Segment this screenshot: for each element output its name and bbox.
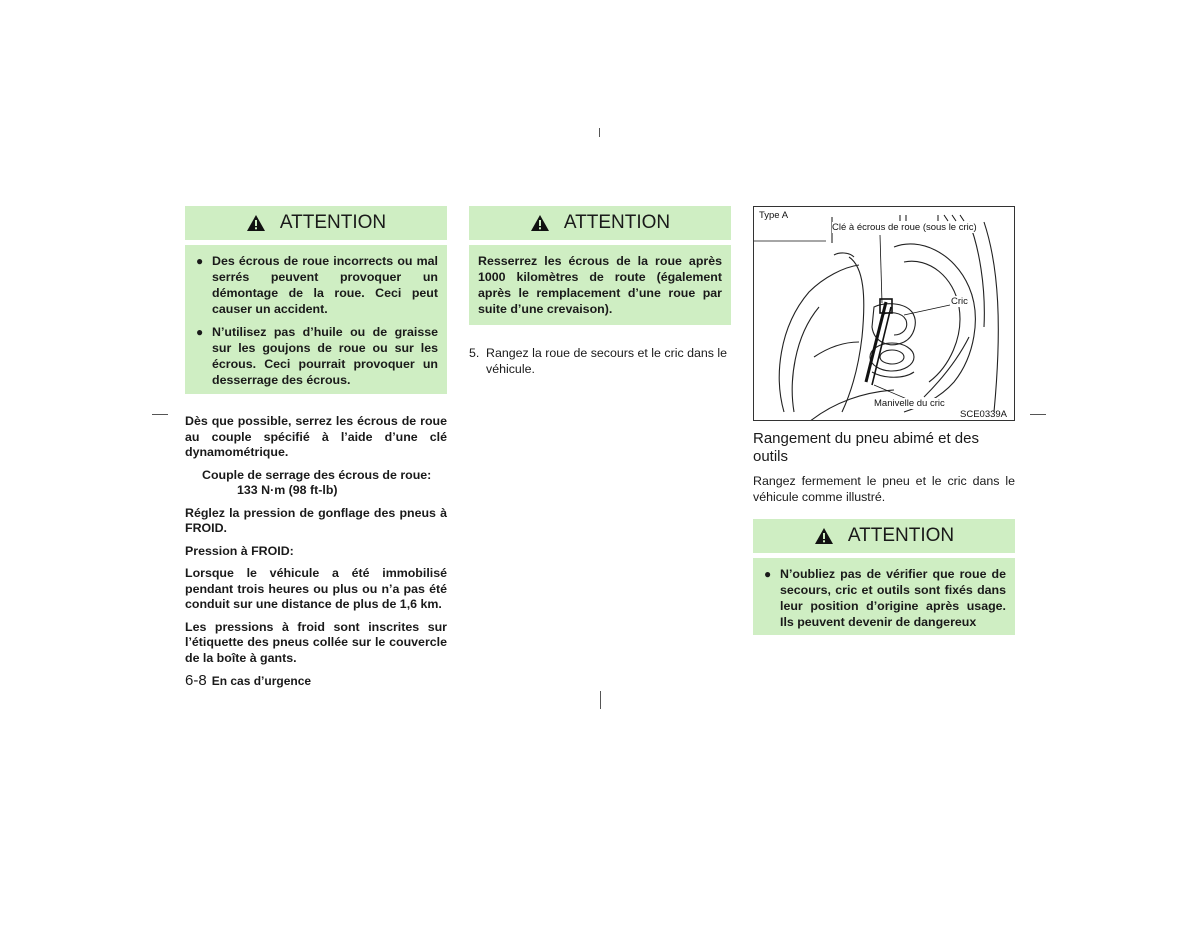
attention-header	[185, 206, 447, 240]
right-column	[753, 430, 1015, 635]
bullet-icon: ●	[196, 254, 204, 268]
attention-body	[185, 245, 447, 394]
paragraph-label-location: Les pressions à froid sont inscrites sur l’étiquette des pneus collée sur le couvercle de la boîte à gants.	[185, 619, 447, 665]
page-footer	[185, 672, 447, 689]
torque-value: 133 N·m (98 ft-lb)	[237, 483, 338, 497]
section-name: En cas d’urgence	[211, 674, 312, 688]
section-body: Rangez fermement le pneu et le cric dans le véhicule comme illustré.	[753, 474, 1015, 504]
section-heading: Rangement du pneu abimé et des outils	[753, 430, 979, 465]
attention-bullet-text: N’utilisez pas d’huile ou de graisse sur les goujons de roue ou sur les écrous. Ceci pourrait provoquer un desserrage des écrous.	[212, 325, 438, 387]
jack-storage-illustration	[754, 207, 1014, 420]
warning-icon	[246, 214, 266, 232]
attention-title: ATTENTION	[279, 212, 387, 233]
warning-icon	[530, 214, 550, 232]
figure-type-label: Type A	[759, 210, 789, 221]
jack-storage-figure	[753, 206, 1015, 421]
attention-bullet	[762, 566, 1006, 630]
figure-label-jack: Cric	[951, 296, 968, 307]
paragraph-immobilized: Lorsque le véhicule a été immobilisé pendant trois heures ou plus ou n’a pas été conduit sur une distance de plus de 1,6 km.	[185, 566, 447, 611]
crop-mark-left	[152, 414, 168, 415]
attention-bullet	[194, 324, 438, 388]
bullet-icon: ●	[764, 567, 772, 581]
middle-column	[469, 206, 731, 377]
attention-body	[753, 558, 1015, 635]
attention-header	[469, 206, 731, 240]
warning-icon	[814, 527, 834, 545]
paragraph-cold-pressure: Pression à FROID:	[185, 543, 294, 558]
bullet-icon: ●	[196, 325, 204, 339]
attention-bullet-text: Des écrous de roue incorrects ou mal serrés peuvent provoquer un démontage de la roue. Ceci peut causer un accident.	[212, 254, 438, 316]
paragraph-pressure: Réglez la pression de gonflage des pneus à FROID.	[185, 505, 447, 535]
attention-header	[753, 519, 1015, 553]
figure-code: SCE0339A	[960, 409, 1008, 420]
attention-bullet-text: N’oubliez pas de vérifier que roue de secours, cric et outils sont fixés dans leur position d’origine après usage. Ils peuvent devenir de dangereux	[780, 567, 1006, 629]
attention-title: ATTENTION	[563, 212, 671, 233]
crop-mark-right	[1030, 414, 1046, 415]
step-item	[469, 346, 731, 377]
crop-mark-top	[599, 128, 600, 137]
step-text: Rangez la roue de secours et le cric dans le véhicule.	[486, 346, 728, 376]
torque-label: Couple de serrage des écrous de roue:	[202, 467, 432, 482]
page-number: 6-8	[185, 672, 207, 689]
attention-text: Resserrez les écrous de la roue après 1000 kilomètres de route (également après le remplacement d’une roue par suite d’une crevaison).	[478, 254, 722, 316]
attention-bullet	[194, 253, 438, 317]
crop-mark-bottom	[600, 691, 601, 709]
figure-label-handle: Manivelle du cric	[874, 398, 945, 409]
figure-label-wrench: Clé à écrous de roue (sous le cric)	[832, 222, 977, 233]
step-number: 5.	[469, 346, 480, 360]
left-column	[185, 206, 447, 689]
attention-body	[469, 245, 731, 325]
attention-title: ATTENTION	[847, 525, 955, 546]
paragraph-tighten: Dès que possible, serrez les écrous de roue au couple spécifié à l’aide d’une clé dynamométrique.	[185, 414, 447, 459]
